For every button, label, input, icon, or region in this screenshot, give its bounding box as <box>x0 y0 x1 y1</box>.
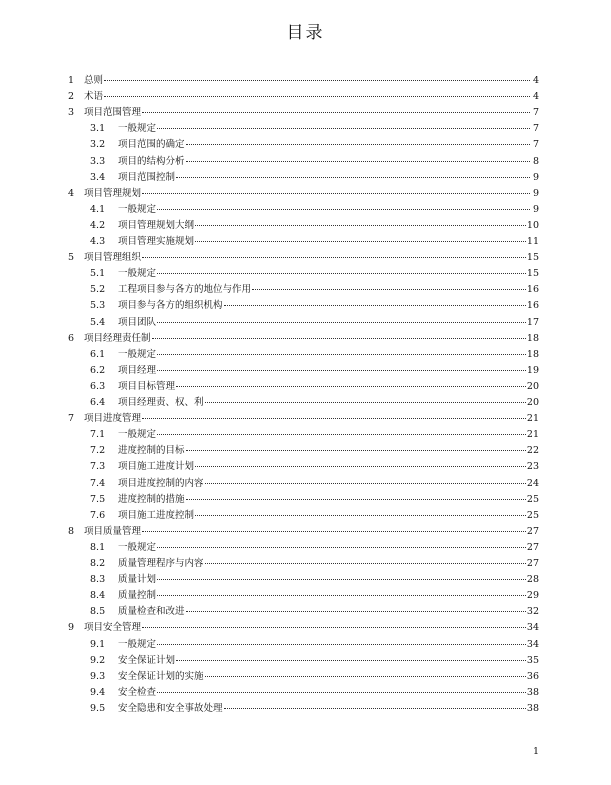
dot-leader <box>157 353 526 355</box>
toc-entry-page: 7 <box>532 123 539 135</box>
toc-entry-page: 29 <box>526 590 539 602</box>
dot-leader <box>157 433 526 435</box>
dot-leader <box>252 288 526 290</box>
toc-entry-number: 5.4 <box>90 316 106 328</box>
toc-entry-number: 5 <box>68 252 75 264</box>
toc-section-entry[interactable] <box>0 348 611 362</box>
page-title: 目录 <box>286 23 325 43</box>
toc-entry-line <box>118 557 539 571</box>
toc-entry-line <box>118 316 539 330</box>
toc-entry-number: 7.4 <box>90 477 106 489</box>
toc-entry-line <box>118 509 539 523</box>
toc-entry-number: 9 <box>68 622 75 634</box>
toc-entry-page: 7 <box>532 107 539 119</box>
toc-chapter-entry[interactable] <box>0 187 611 201</box>
dot-leader <box>186 498 526 500</box>
toc-entry-title[interactable]: 项目进度控制的内容 <box>118 477 204 489</box>
toc-section-entry[interactable] <box>0 477 611 491</box>
toc-section-entry[interactable] <box>0 557 611 571</box>
toc-entry-page: 20 <box>526 397 539 408</box>
toc-entry-number: 3.3 <box>90 155 106 167</box>
toc-entry-line <box>84 74 539 88</box>
toc-entry-number: 3.2 <box>90 139 106 151</box>
page-number: 1 <box>532 746 539 757</box>
toc-entry-line <box>118 460 539 474</box>
toc-section-entry[interactable] <box>0 283 611 297</box>
dot-leader <box>157 578 526 580</box>
toc-entry-page: 38 <box>526 686 539 698</box>
toc-entry-number: 9.3 <box>90 670 106 682</box>
toc-section-entry[interactable] <box>0 299 611 313</box>
toc-entry-line <box>118 573 539 587</box>
toc-section-entry[interactable] <box>0 396 611 410</box>
toc-entry-line <box>118 203 539 217</box>
toc-section-entry[interactable] <box>0 219 611 233</box>
toc-entry-line <box>118 670 539 684</box>
toc-entry-number: 5.1 <box>90 268 106 280</box>
toc-entry-number: 9.5 <box>90 702 106 714</box>
dot-leader <box>224 707 526 709</box>
toc-entry-page: 21 <box>526 413 539 425</box>
dot-leader <box>142 626 526 628</box>
toc-entry-title[interactable]: 一般规定 <box>118 268 157 280</box>
toc-entry-title[interactable]: 项目管理实施规划 <box>118 236 195 247</box>
toc-entry-line <box>118 348 539 362</box>
toc-entry-page: 19 <box>526 364 539 376</box>
toc-entry-page: 34 <box>526 622 539 634</box>
toc-entry-title[interactable]: 安全隐患和安全事故处理 <box>118 702 223 714</box>
toc-entry-title[interactable]: 质量控制 <box>118 590 157 602</box>
toc-section-entry[interactable] <box>0 702 611 716</box>
toc-entry-line <box>118 380 539 394</box>
dot-leader <box>142 417 526 419</box>
toc-section-entry[interactable] <box>0 493 611 507</box>
dot-leader <box>152 337 526 339</box>
toc-entry-number: 9.4 <box>90 686 106 698</box>
toc-entry-line <box>118 219 539 233</box>
dot-leader <box>157 691 526 693</box>
toc-entry-title[interactable]: 项目管理规划大纲 <box>118 219 195 231</box>
toc-entry-title[interactable]: 项目参与各方的组织机构 <box>118 300 223 312</box>
dot-leader <box>195 465 526 467</box>
toc-entry-title[interactable]: 项目施工进度控制 <box>118 509 195 521</box>
toc-entry-title[interactable]: 安全保证计划的实施 <box>118 670 204 682</box>
toc-entry-page: 18 <box>526 348 539 360</box>
toc-entry-title[interactable]: 一般规定 <box>118 638 157 650</box>
toc-entry-title[interactable]: 安全保证计划 <box>118 654 176 666</box>
dot-leader <box>224 304 526 306</box>
dot-leader <box>142 530 526 532</box>
toc-entry-page: 27 <box>526 525 539 537</box>
dot-leader <box>195 240 526 242</box>
dot-leader <box>186 610 526 612</box>
toc-entry-line <box>118 235 539 249</box>
dot-leader <box>176 176 530 178</box>
toc-entry-number: 8 <box>68 525 75 537</box>
toc-chapter-entry[interactable] <box>0 332 611 346</box>
toc-entry-title[interactable]: 进度控制的措施 <box>118 493 185 505</box>
toc-entry-page: 20 <box>526 380 539 392</box>
dot-leader <box>186 449 526 451</box>
toc-entry-number: 7 <box>68 413 75 425</box>
dot-leader <box>205 401 526 403</box>
toc-chapter-entry[interactable] <box>0 251 611 265</box>
toc-section-entry[interactable] <box>0 605 611 619</box>
toc-entry-number: 6.1 <box>90 348 106 360</box>
toc-entry-line <box>118 477 539 491</box>
toc-section-entry[interactable] <box>0 686 611 700</box>
toc-entry-line <box>118 605 539 619</box>
toc-section-entry[interactable] <box>0 267 611 281</box>
dot-leader <box>142 111 530 113</box>
toc-entry-page: 23 <box>526 461 539 473</box>
toc-entry-line <box>118 283 539 297</box>
toc-entry-number: 4 <box>68 187 75 199</box>
toc-entry-page: 34 <box>526 638 539 650</box>
toc-entry-line <box>84 621 539 635</box>
toc-entry-page: 25 <box>526 509 539 521</box>
toc-entry-title[interactable]: 一般规定 <box>118 541 157 553</box>
toc-chapter-entry[interactable] <box>0 90 611 104</box>
dot-leader <box>157 369 526 371</box>
dot-leader <box>157 208 530 210</box>
toc-entry-page: 9 <box>532 203 539 215</box>
toc-section-entry[interactable] <box>0 654 611 668</box>
toc-entry-number: 3.1 <box>90 123 106 135</box>
toc-chapter-entry[interactable] <box>0 525 611 539</box>
toc-entry-line <box>118 589 539 603</box>
toc-entry-title[interactable]: 项目范围管理 <box>84 107 142 119</box>
toc-entry-line <box>84 525 539 539</box>
toc-entry-title[interactable]: 项目质量管理 <box>84 525 142 537</box>
toc-entry-page: 25 <box>526 493 539 505</box>
toc-entry-page: 11 <box>526 236 539 247</box>
toc-chapter-entry[interactable] <box>0 74 611 88</box>
toc-entry-number: 8.4 <box>90 590 106 602</box>
toc-entry-line <box>118 299 539 313</box>
toc-entry-number: 6.3 <box>90 380 106 392</box>
dot-leader <box>157 546 526 548</box>
toc-entry-number: 7.2 <box>90 445 106 457</box>
toc-entry-number: 6.4 <box>90 397 106 408</box>
dot-leader <box>195 224 526 226</box>
toc-section-entry[interactable] <box>0 460 611 474</box>
toc-chapter-entry[interactable] <box>0 412 611 426</box>
toc-entry-title[interactable]: 质量计划 <box>118 574 157 586</box>
toc-entry-number: 7.1 <box>90 429 106 441</box>
toc-entry-page: 27 <box>526 558 539 569</box>
toc-entry-line <box>118 686 539 700</box>
toc-entry-line <box>118 138 539 152</box>
toc-entry-title[interactable]: 术语 <box>84 91 104 103</box>
toc-entry-page: 9 <box>532 171 539 183</box>
toc-entry-number: 6.2 <box>90 364 106 376</box>
toc-entry-number: 1 <box>68 75 75 86</box>
toc-entry-line <box>118 654 539 668</box>
toc-entry-page: 17 <box>526 316 539 328</box>
toc-entry-number: 3.4 <box>90 171 106 183</box>
toc-entry-title[interactable]: 项目经理 <box>118 364 157 376</box>
toc-entry-title[interactable]: 项目管理组织 <box>84 252 142 264</box>
dot-leader <box>205 482 526 484</box>
dot-leader <box>104 79 530 81</box>
dot-leader <box>186 160 530 162</box>
toc-entry-line <box>118 155 539 169</box>
dot-leader <box>142 192 530 194</box>
toc-entry-number: 9.1 <box>90 638 106 650</box>
toc-section-entry[interactable] <box>0 670 611 684</box>
toc-entry-line <box>118 702 539 716</box>
toc-entry-title[interactable]: 质量管理程序与内容 <box>118 558 204 569</box>
toc-entry-page: 35 <box>526 654 539 666</box>
toc-entry-page: 21 <box>526 429 539 441</box>
toc-entry-number: 8.2 <box>90 558 106 569</box>
toc-entry-title[interactable]: 项目经理责、权、利 <box>118 397 204 408</box>
toc-entry-page: 15 <box>526 268 539 280</box>
toc-entry-number: 4.3 <box>90 236 106 247</box>
toc-section-entry[interactable] <box>0 316 611 330</box>
toc-entry-line <box>118 428 539 442</box>
toc-entry-line <box>84 251 539 265</box>
toc-section-entry[interactable] <box>0 589 611 603</box>
toc-section-entry[interactable] <box>0 380 611 394</box>
toc-section-entry[interactable] <box>0 428 611 442</box>
dot-leader <box>157 594 526 596</box>
toc-entry-line <box>118 122 539 136</box>
dot-leader <box>205 675 526 677</box>
toc-entry-line <box>118 444 539 458</box>
toc-entry-number: 9.2 <box>90 654 106 666</box>
dot-leader <box>205 562 526 564</box>
toc-entry-title[interactable]: 项目经理责任制 <box>84 332 151 344</box>
dot-leader <box>104 95 530 97</box>
toc-entry-page: 22 <box>526 445 539 457</box>
toc-entry-page: 15 <box>526 252 539 264</box>
toc-section-entry[interactable] <box>0 155 611 169</box>
toc-entry-page: 38 <box>526 702 539 714</box>
toc-entry-page: 10 <box>526 219 539 231</box>
toc-section-entry[interactable] <box>0 444 611 458</box>
toc-entry-page: 27 <box>526 541 539 553</box>
toc-entry-number: 7.6 <box>90 509 106 521</box>
toc-entry-title[interactable]: 项目团队 <box>118 316 157 328</box>
dot-leader <box>195 514 526 516</box>
toc-entry-page: 7 <box>532 139 539 151</box>
toc-entry-title[interactable]: 项目安全管理 <box>84 622 142 634</box>
toc-entry-number: 4.2 <box>90 219 106 231</box>
toc-entry-title[interactable]: 一般规定 <box>118 348 157 360</box>
dot-leader <box>157 321 526 323</box>
toc-entry-page: 4 <box>532 75 539 86</box>
toc-entry-line <box>118 364 539 378</box>
toc-section-entry[interactable] <box>0 235 611 249</box>
toc-entry-page: 16 <box>526 300 539 312</box>
toc-entry-line <box>84 332 539 346</box>
toc-section-entry[interactable] <box>0 509 611 523</box>
toc-entry-title[interactable]: 项目进度管理 <box>84 413 142 425</box>
toc-section-entry[interactable] <box>0 573 611 587</box>
toc-entry-title[interactable]: 进度控制的目标 <box>118 445 185 457</box>
dot-leader <box>157 127 530 129</box>
toc-entry-number: 2 <box>68 91 75 103</box>
toc-entry-number: 8.1 <box>90 541 106 553</box>
toc-entry-number: 7.3 <box>90 461 106 473</box>
toc-entry-number: 5.3 <box>90 300 106 312</box>
toc-entry-page: 18 <box>526 332 539 344</box>
dot-leader <box>157 643 526 645</box>
toc-entry-title[interactable]: 项目目标管理 <box>118 380 176 392</box>
toc-entry-title[interactable]: 一般规定 <box>118 429 157 441</box>
toc-chapter-entry[interactable] <box>0 106 611 120</box>
toc-entry-page: 16 <box>526 284 539 296</box>
toc-entry-title[interactable]: 一般规定 <box>118 203 157 215</box>
toc-entry-page: 4 <box>532 91 539 103</box>
toc-entry-page: 32 <box>526 606 539 618</box>
toc-entry-number: 4.1 <box>90 203 106 215</box>
toc-section-entry[interactable] <box>0 203 611 217</box>
toc-entry-line <box>84 106 539 120</box>
toc-entry-page: 36 <box>526 670 539 682</box>
dot-leader <box>176 659 526 661</box>
toc-entry-line <box>118 171 539 185</box>
toc-entry-page: 28 <box>526 574 539 586</box>
toc-entry-number: 5.2 <box>90 284 106 296</box>
toc-chapter-entry[interactable] <box>0 621 611 635</box>
toc-entry-title[interactable]: 项目的结构分析 <box>118 155 185 167</box>
toc-entry-number: 7.5 <box>90 493 106 505</box>
toc-section-entry[interactable] <box>0 138 611 152</box>
toc-entry-line <box>118 267 539 281</box>
toc-entry-number: 6 <box>68 332 75 344</box>
dot-leader <box>186 143 530 145</box>
toc-entry-line <box>84 412 539 426</box>
dot-leader <box>142 256 526 258</box>
toc-entry-page: 8 <box>532 155 539 167</box>
toc-entry-title[interactable]: 项目管理规划 <box>84 187 142 199</box>
toc-section-entry[interactable] <box>0 364 611 378</box>
toc-entry-title[interactable]: 项目范围控制 <box>118 171 176 183</box>
dot-leader <box>176 385 526 387</box>
toc-entry-number: 3 <box>68 107 75 119</box>
toc-entry-title[interactable]: 一般规定 <box>118 123 157 135</box>
toc-entry-line <box>118 638 539 652</box>
toc-entry-title[interactable]: 项目施工进度计划 <box>118 461 195 473</box>
toc-entry-line <box>118 541 539 555</box>
toc-entry-title[interactable]: 总则 <box>84 75 104 86</box>
toc-entry-title[interactable]: 质量检查和改进 <box>118 606 185 618</box>
toc-entry-title[interactable]: 安全检查 <box>118 686 157 698</box>
toc-section-entry[interactable] <box>0 171 611 185</box>
toc-entry-number: 8.3 <box>90 574 106 586</box>
toc-entry-title[interactable]: 工程项目参与各方的地位与作用 <box>118 284 252 296</box>
toc-section-entry[interactable] <box>0 638 611 652</box>
toc-section-entry[interactable] <box>0 541 611 555</box>
toc-entry-line <box>84 187 539 201</box>
toc-entry-title[interactable]: 项目范围的确定 <box>118 139 185 151</box>
toc-entry-line <box>118 396 539 410</box>
toc-entry-number: 8.5 <box>90 606 106 618</box>
toc-entry-page: 9 <box>532 187 539 199</box>
toc-entry-line <box>118 493 539 507</box>
toc-entry-page: 24 <box>526 477 539 489</box>
dot-leader <box>157 272 526 274</box>
toc-entry-line <box>84 90 539 104</box>
toc-section-entry[interactable] <box>0 122 611 136</box>
